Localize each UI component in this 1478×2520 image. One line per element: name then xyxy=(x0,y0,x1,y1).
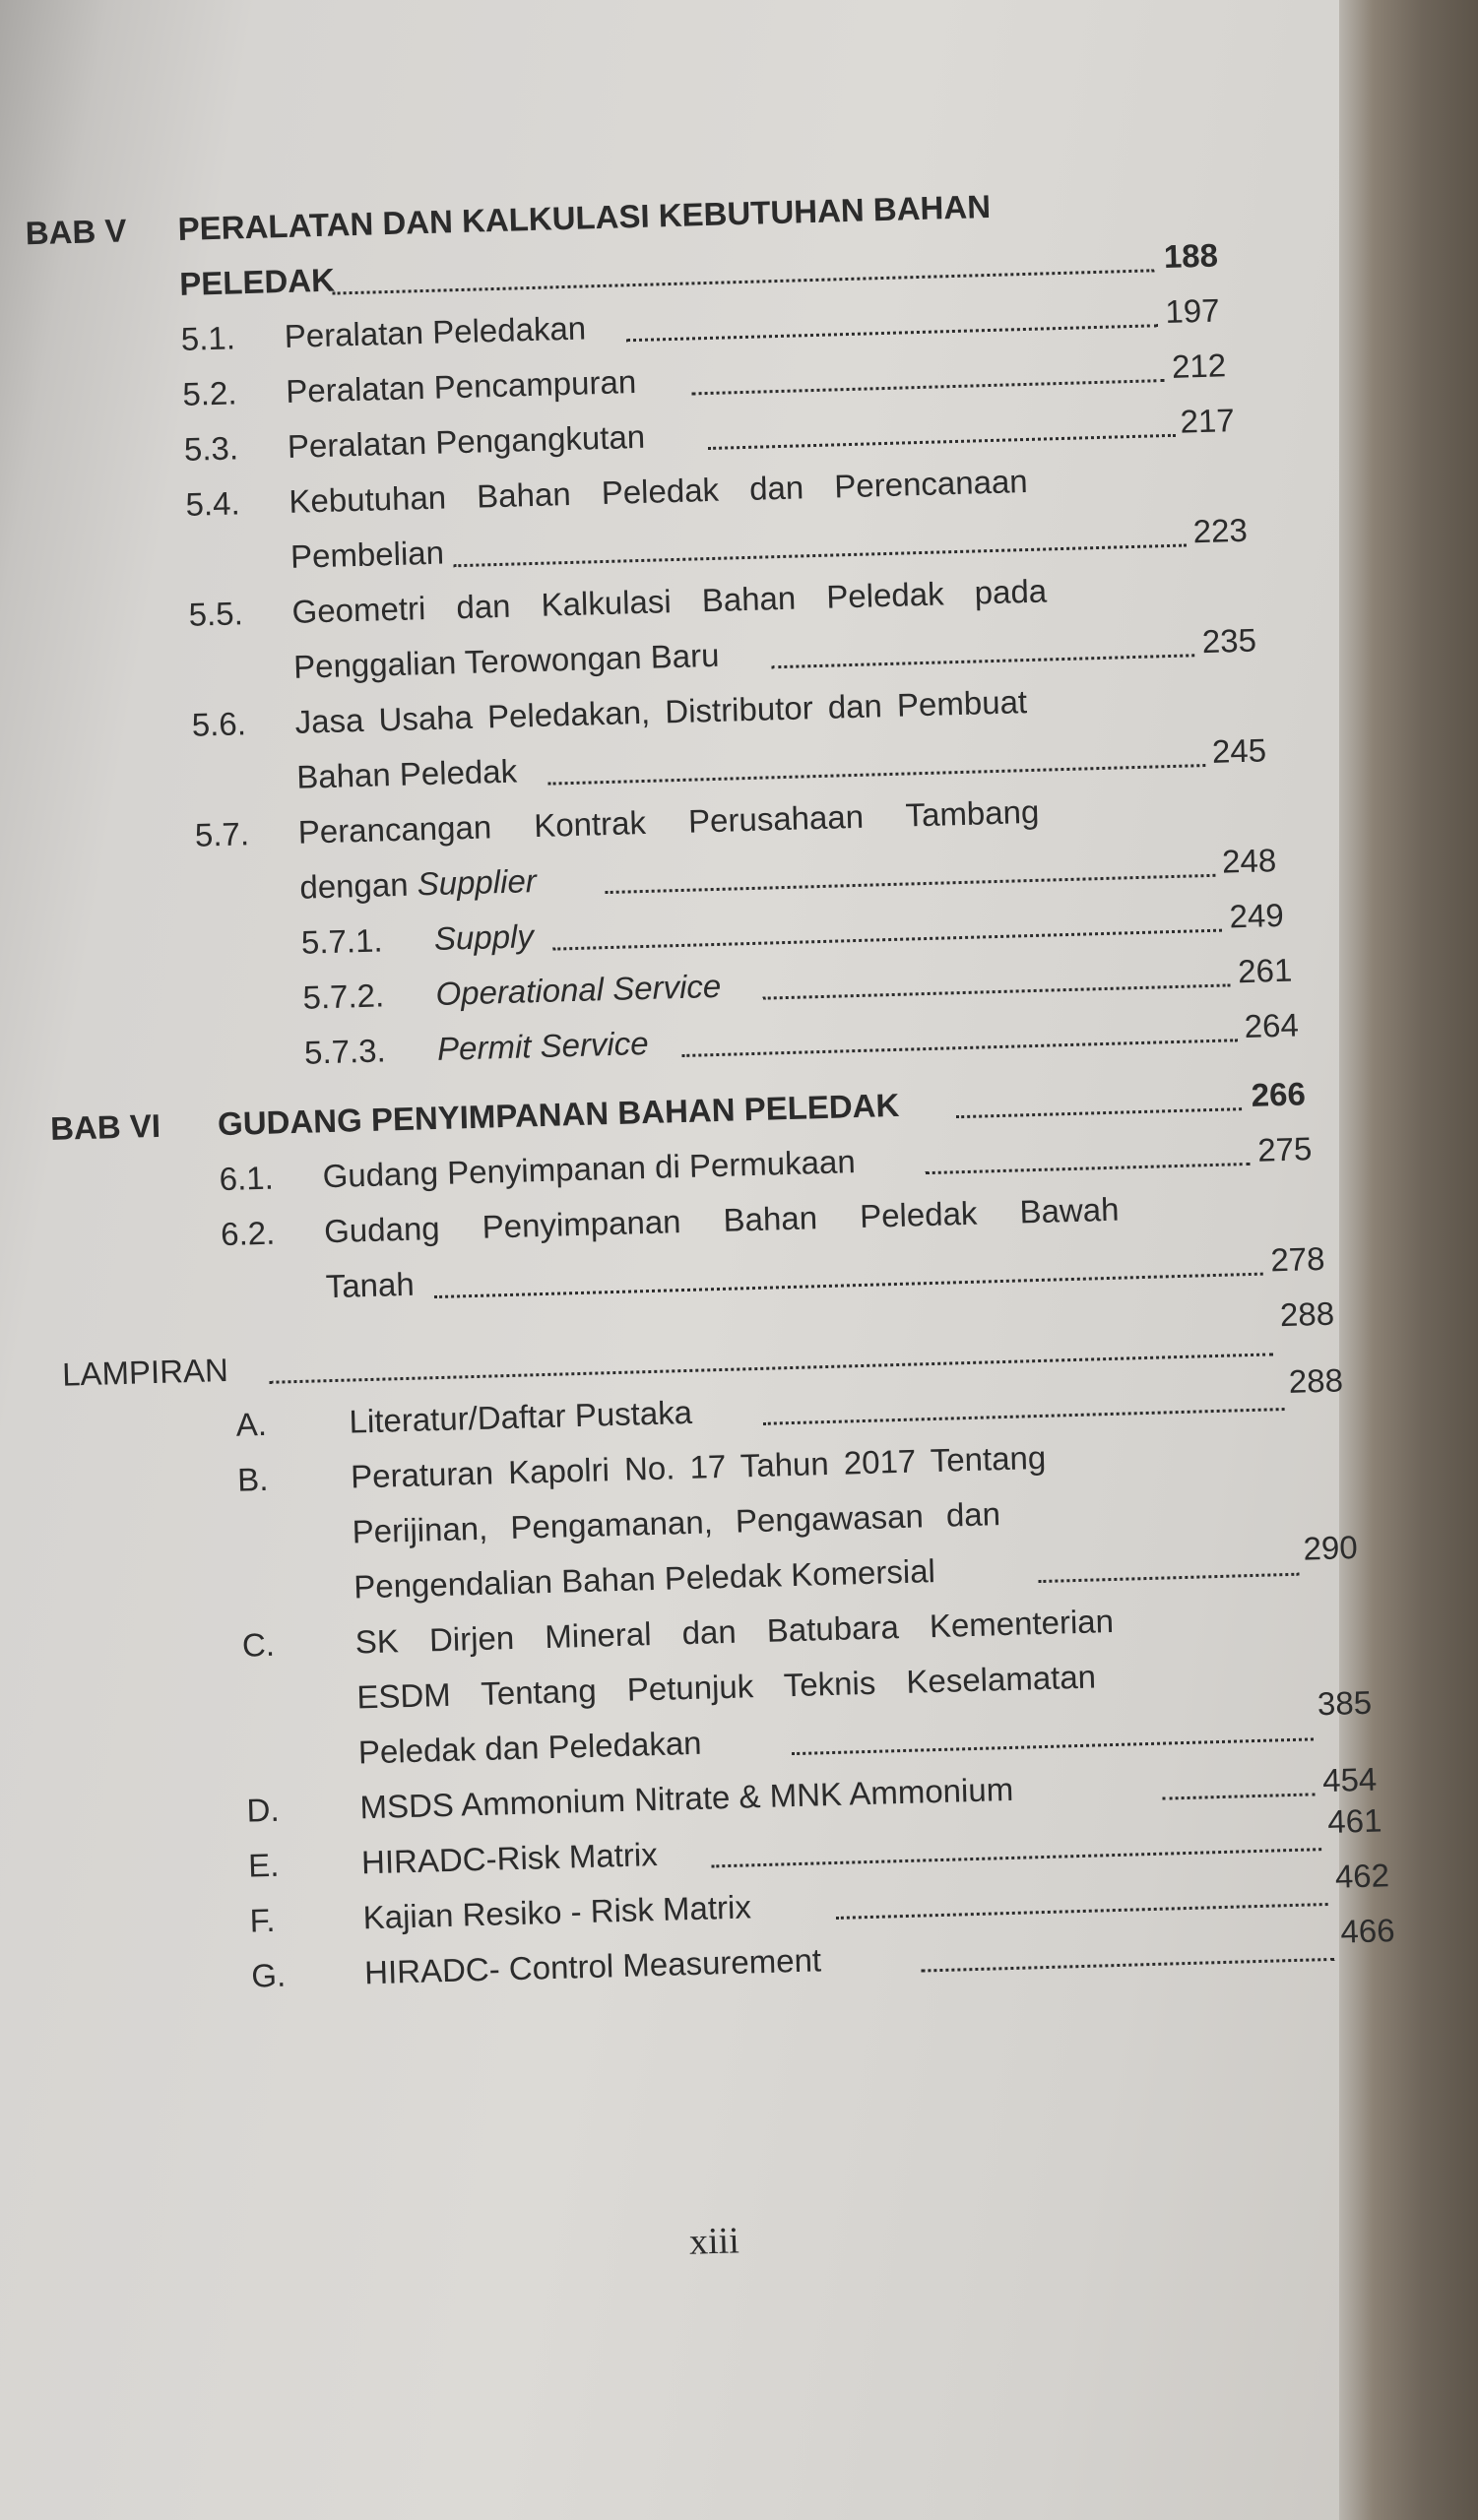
entry-title-italic: Supplier xyxy=(417,862,538,903)
entry-letter: F. xyxy=(249,1901,276,1939)
entry-title-cont: Tanah xyxy=(325,1265,416,1305)
entry-number: 5.7.1. xyxy=(300,921,384,961)
leader-dots xyxy=(681,1035,1238,1057)
entry-title: Permit Service xyxy=(436,1024,650,1067)
page-number: 290 xyxy=(1303,1529,1359,1567)
entry-letter: G. xyxy=(250,1956,287,1994)
entry-title-cont: Perijinan, Pengamanan, Pengawasan dan xyxy=(352,1495,1001,1550)
leader-dots xyxy=(792,1733,1314,1755)
entry-title: Gudang Penyimpanan di Permukaan xyxy=(322,1143,857,1195)
page-number: 278 xyxy=(1269,1239,1325,1279)
entry-number: 6.1. xyxy=(219,1159,275,1198)
leader-dots xyxy=(771,650,1194,668)
page-number: 275 xyxy=(1256,1130,1313,1168)
entry-title: Peralatan Pengangkutan xyxy=(287,417,646,465)
entry-number: 5.7. xyxy=(194,815,250,853)
entry-title: HIRADC-Risk Matrix xyxy=(360,1836,659,1881)
page-number: 217 xyxy=(1180,402,1236,440)
page-number: 288 xyxy=(1279,1294,1335,1334)
entry-title: Gudang Penyimpanan Bahan Peledak Bawah xyxy=(323,1190,1120,1250)
entry-letter: E. xyxy=(247,1846,280,1884)
page-number: 188 xyxy=(1163,236,1219,276)
entry-title: Literatur/Daftar Pustaka xyxy=(349,1393,693,1440)
entry-number: 5.7.2. xyxy=(302,976,385,1016)
entry-number: 6.2. xyxy=(220,1214,276,1253)
chapter-label: BAB VI xyxy=(49,1106,161,1147)
page-number: 264 xyxy=(1244,1006,1300,1045)
entry-number: 5.6. xyxy=(191,705,247,743)
entry-letter: C. xyxy=(241,1625,276,1664)
page-number: 248 xyxy=(1221,842,1277,880)
entry-number: 5.2. xyxy=(181,374,237,412)
leader-dots xyxy=(691,375,1164,395)
entry-number: 5.1. xyxy=(180,319,236,357)
leader-dots xyxy=(626,320,1158,342)
entry-title: Geometri dan Kalkulasi Bahan Peledak pada xyxy=(291,572,1048,630)
entry-letter: B. xyxy=(236,1460,269,1498)
entry-title: Kajian Resiko - Risk Matrix xyxy=(362,1888,752,1936)
entry-letter: D. xyxy=(246,1791,281,1829)
leader-dots xyxy=(1038,1569,1299,1583)
appendix-label: LAMPIRAN xyxy=(61,1351,229,1393)
leader-dots xyxy=(921,1954,1334,1973)
entry-title-cont: Peledak dan Peledakan xyxy=(357,1724,702,1771)
chapter-title-cont: PELEDAK xyxy=(178,261,336,302)
leader-dots xyxy=(956,1103,1242,1118)
entry-number: 5.7.3. xyxy=(303,1032,387,1071)
entry-letter: A. xyxy=(235,1405,268,1443)
chapter-title: GUDANG PENYIMPANAN BAHAN PELEDAK xyxy=(217,1086,900,1143)
entry-title-cont: ESDM Tentang Petunjuk Teknis Keselamatan xyxy=(355,1658,1097,1716)
entry-title: Peraturan Kapolri No. 17 Tahun 2017 Tentang xyxy=(350,1438,1047,1495)
entry-title: Jasa Usaha Peledakan, Distributor dan Pembuat xyxy=(294,683,1028,740)
entry-title-cont: Bahan Peledak xyxy=(295,752,518,795)
entry-title: HIRADC- Control Measurement xyxy=(363,1941,822,1991)
page-number: 266 xyxy=(1251,1075,1307,1113)
page-number: 385 xyxy=(1317,1683,1373,1723)
entry-title: Operational Service xyxy=(434,967,722,1012)
entry-number: 5.3. xyxy=(183,429,239,468)
entry-title-cont xyxy=(299,853,538,915)
page-number: 245 xyxy=(1211,731,1267,770)
page-number: 223 xyxy=(1192,511,1249,550)
entry-title: SK Dirjen Mineral dan Batubara Kementerian xyxy=(354,1602,1115,1661)
chapter-title: PERALATAN DAN KALKULASI KEBUTUHAN BAHAN xyxy=(177,187,992,247)
entry-number: 5.5. xyxy=(188,595,244,633)
entry-title: Peralatan Peledakan xyxy=(284,309,587,354)
leader-dots xyxy=(1162,1789,1315,1799)
entry-title-cont: Penggalian Terowongan Baru xyxy=(292,636,720,685)
page-number: 462 xyxy=(1334,1857,1390,1895)
page-footer-number: xiii xyxy=(688,2220,740,2263)
leader-dots xyxy=(836,1899,1328,1920)
page-number: 288 xyxy=(1288,1361,1344,1400)
leader-dots xyxy=(606,870,1216,894)
page-number: 461 xyxy=(1326,1801,1382,1840)
page-number: 454 xyxy=(1321,1760,1378,1799)
table-of-contents xyxy=(0,169,1396,2009)
leader-dots xyxy=(926,1159,1251,1174)
page-number: 249 xyxy=(1229,896,1285,935)
entry-title: Peralatan Pencampuran xyxy=(285,363,637,410)
leader-dots xyxy=(711,1844,1321,1867)
entry-title-cont: Pengendalian Bahan Peledak Komersial xyxy=(353,1552,936,1606)
page-number: 197 xyxy=(1164,291,1220,330)
entry-title: MSDS Ammonium Nitrate & MNK Ammonium xyxy=(359,1770,1014,1826)
leader-dots xyxy=(763,979,1231,999)
page-number: 261 xyxy=(1237,951,1293,990)
leader-dots xyxy=(763,1404,1285,1425)
page-number: 235 xyxy=(1201,621,1257,661)
entry-title-plain: dengan xyxy=(298,865,418,906)
entry-title: Supply xyxy=(433,917,535,957)
entry-title: Perancangan Kontrak Perusahaan Tambang xyxy=(297,792,1040,850)
chapter-label: BAB V xyxy=(25,212,127,252)
entry-number: 5.4. xyxy=(184,484,241,523)
page-number: 466 xyxy=(1339,1912,1396,1950)
entry-title-cont: Pembelian xyxy=(289,534,445,575)
leader-dots xyxy=(708,430,1176,450)
entry-title: Kebutuhan Bahan Peledak dan Perencanaan xyxy=(288,462,1029,520)
page-number: 212 xyxy=(1171,346,1227,385)
